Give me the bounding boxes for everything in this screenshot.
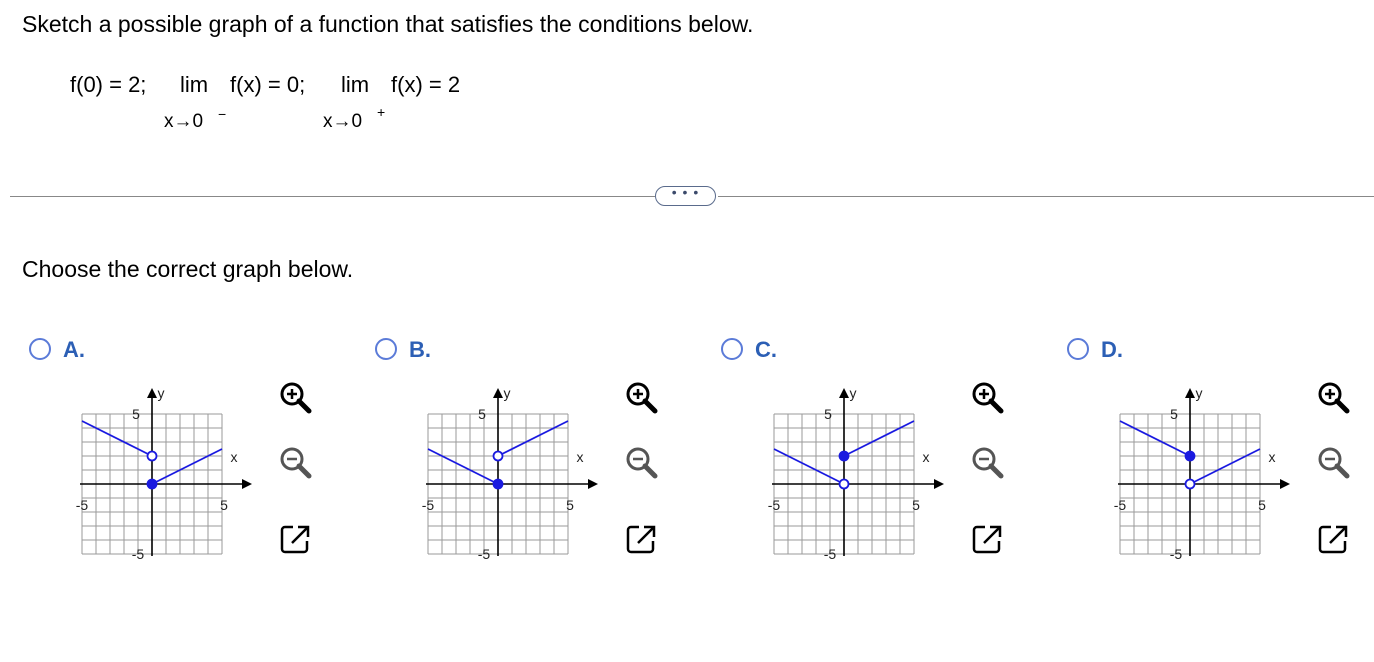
graph-left-endpoint-closed	[494, 480, 503, 489]
graph-right-endpoint-open	[1186, 480, 1195, 489]
y-tick-label-5: 5	[824, 406, 832, 422]
zoom-out-icon[interactable]	[968, 443, 1008, 483]
y-axis-label: y	[1195, 385, 1203, 401]
y-axis-arrow	[147, 388, 157, 398]
x-tick-label-5: 5	[912, 497, 920, 513]
x-axis-label: x	[576, 449, 584, 465]
option-d-radio[interactable]	[1067, 338, 1089, 360]
option-b-graph	[412, 375, 612, 575]
divider	[718, 196, 1374, 197]
x-axis-label: x	[230, 449, 238, 465]
option-c-graph	[758, 375, 958, 575]
x-tick-label-neg5: -5	[75, 497, 89, 513]
graph-right-segment	[498, 421, 568, 456]
x-axis-label: x	[1268, 449, 1276, 465]
zoom-out-icon[interactable]	[276, 443, 316, 483]
option-d-graph	[1104, 375, 1304, 575]
y-tick-label-5: 5	[478, 406, 486, 422]
instruction-text: Choose the correct graph below.	[22, 256, 354, 282]
condition-lim-left-expr: f(x) = 0;	[230, 72, 306, 97]
option-b-radio[interactable]	[375, 338, 397, 360]
y-tick-label-5: 5	[132, 406, 140, 422]
divider	[10, 196, 655, 197]
y-axis-arrow	[493, 388, 503, 398]
y-tick-label-neg5: -5	[823, 546, 837, 562]
x-axis-arrow	[242, 479, 252, 489]
zoom-in-icon[interactable]	[968, 378, 1008, 418]
y-tick-label-5: 5	[1170, 406, 1178, 422]
graph-left-segment	[82, 421, 152, 456]
graph-right-segment	[1190, 449, 1260, 484]
graph-right-endpoint-open	[494, 452, 503, 461]
x-axis-label: x	[922, 449, 930, 465]
x-tick-label-neg5: -5	[767, 497, 781, 513]
x-axis-arrow	[1280, 479, 1290, 489]
graph-left-endpoint-closed	[1186, 452, 1195, 461]
graph-right-endpoint-closed	[840, 452, 849, 461]
graph-left-endpoint-open	[840, 480, 849, 489]
zoom-in-icon[interactable]	[1314, 378, 1354, 418]
option-b-label[interactable]: B.	[409, 337, 431, 362]
condition-lim-right-sup: +	[377, 104, 386, 120]
y-axis-label: y	[157, 385, 165, 401]
expand-more-button[interactable]: • • •	[655, 186, 716, 206]
option-a-label[interactable]: A.	[63, 337, 85, 362]
pop-out-icon[interactable]	[276, 519, 316, 559]
condition-lim-left-sub: x→0	[164, 111, 204, 132]
condition-lim-left-sup: −	[218, 106, 227, 122]
pop-out-icon[interactable]	[622, 519, 662, 559]
graph-left-segment	[428, 449, 498, 484]
question-prompt: Sketch a possible graph of a function that satisfies the conditions below.	[22, 11, 754, 37]
option-c-radio[interactable]	[721, 338, 743, 360]
graph-right-segment	[844, 421, 914, 456]
pop-out-icon[interactable]	[1314, 519, 1354, 559]
y-axis-arrow	[1185, 388, 1195, 398]
x-axis-arrow	[588, 479, 598, 489]
y-axis-arrow	[839, 388, 849, 398]
y-tick-label-neg5: -5	[477, 546, 491, 562]
condition-f0: f(0) = 2;	[70, 72, 147, 97]
x-tick-label-neg5: -5	[1113, 497, 1127, 513]
condition-lim-right: lim	[341, 72, 370, 97]
condition-lim-right-expr: f(x) = 2	[391, 72, 461, 97]
zoom-out-icon[interactable]	[1314, 443, 1354, 483]
condition-lim-left: lim	[180, 72, 209, 97]
y-tick-label-neg5: -5	[1169, 546, 1183, 562]
y-axis-label: y	[849, 385, 857, 401]
option-c-label[interactable]: C.	[755, 337, 777, 362]
y-tick-label-neg5: -5	[131, 546, 145, 562]
pop-out-icon[interactable]	[968, 519, 1008, 559]
graph-right-segment	[152, 449, 222, 484]
graph-right-endpoint-closed	[148, 480, 157, 489]
graph-left-segment	[1120, 421, 1190, 456]
x-tick-label-5: 5	[220, 497, 228, 513]
x-tick-label-5: 5	[1258, 497, 1266, 513]
option-a-radio[interactable]	[29, 338, 51, 360]
graph-left-segment	[774, 449, 844, 484]
graph-left-endpoint-open	[148, 452, 157, 461]
zoom-in-icon[interactable]	[276, 378, 316, 418]
x-tick-label-neg5: -5	[421, 497, 435, 513]
y-axis-label: y	[503, 385, 511, 401]
option-d-label[interactable]: D.	[1101, 337, 1123, 362]
condition-lim-right-sub: x→0	[323, 111, 363, 132]
x-tick-label-5: 5	[566, 497, 574, 513]
x-axis-arrow	[934, 479, 944, 489]
option-a-graph	[66, 375, 266, 575]
zoom-in-icon[interactable]	[622, 378, 662, 418]
zoom-out-icon[interactable]	[622, 443, 662, 483]
